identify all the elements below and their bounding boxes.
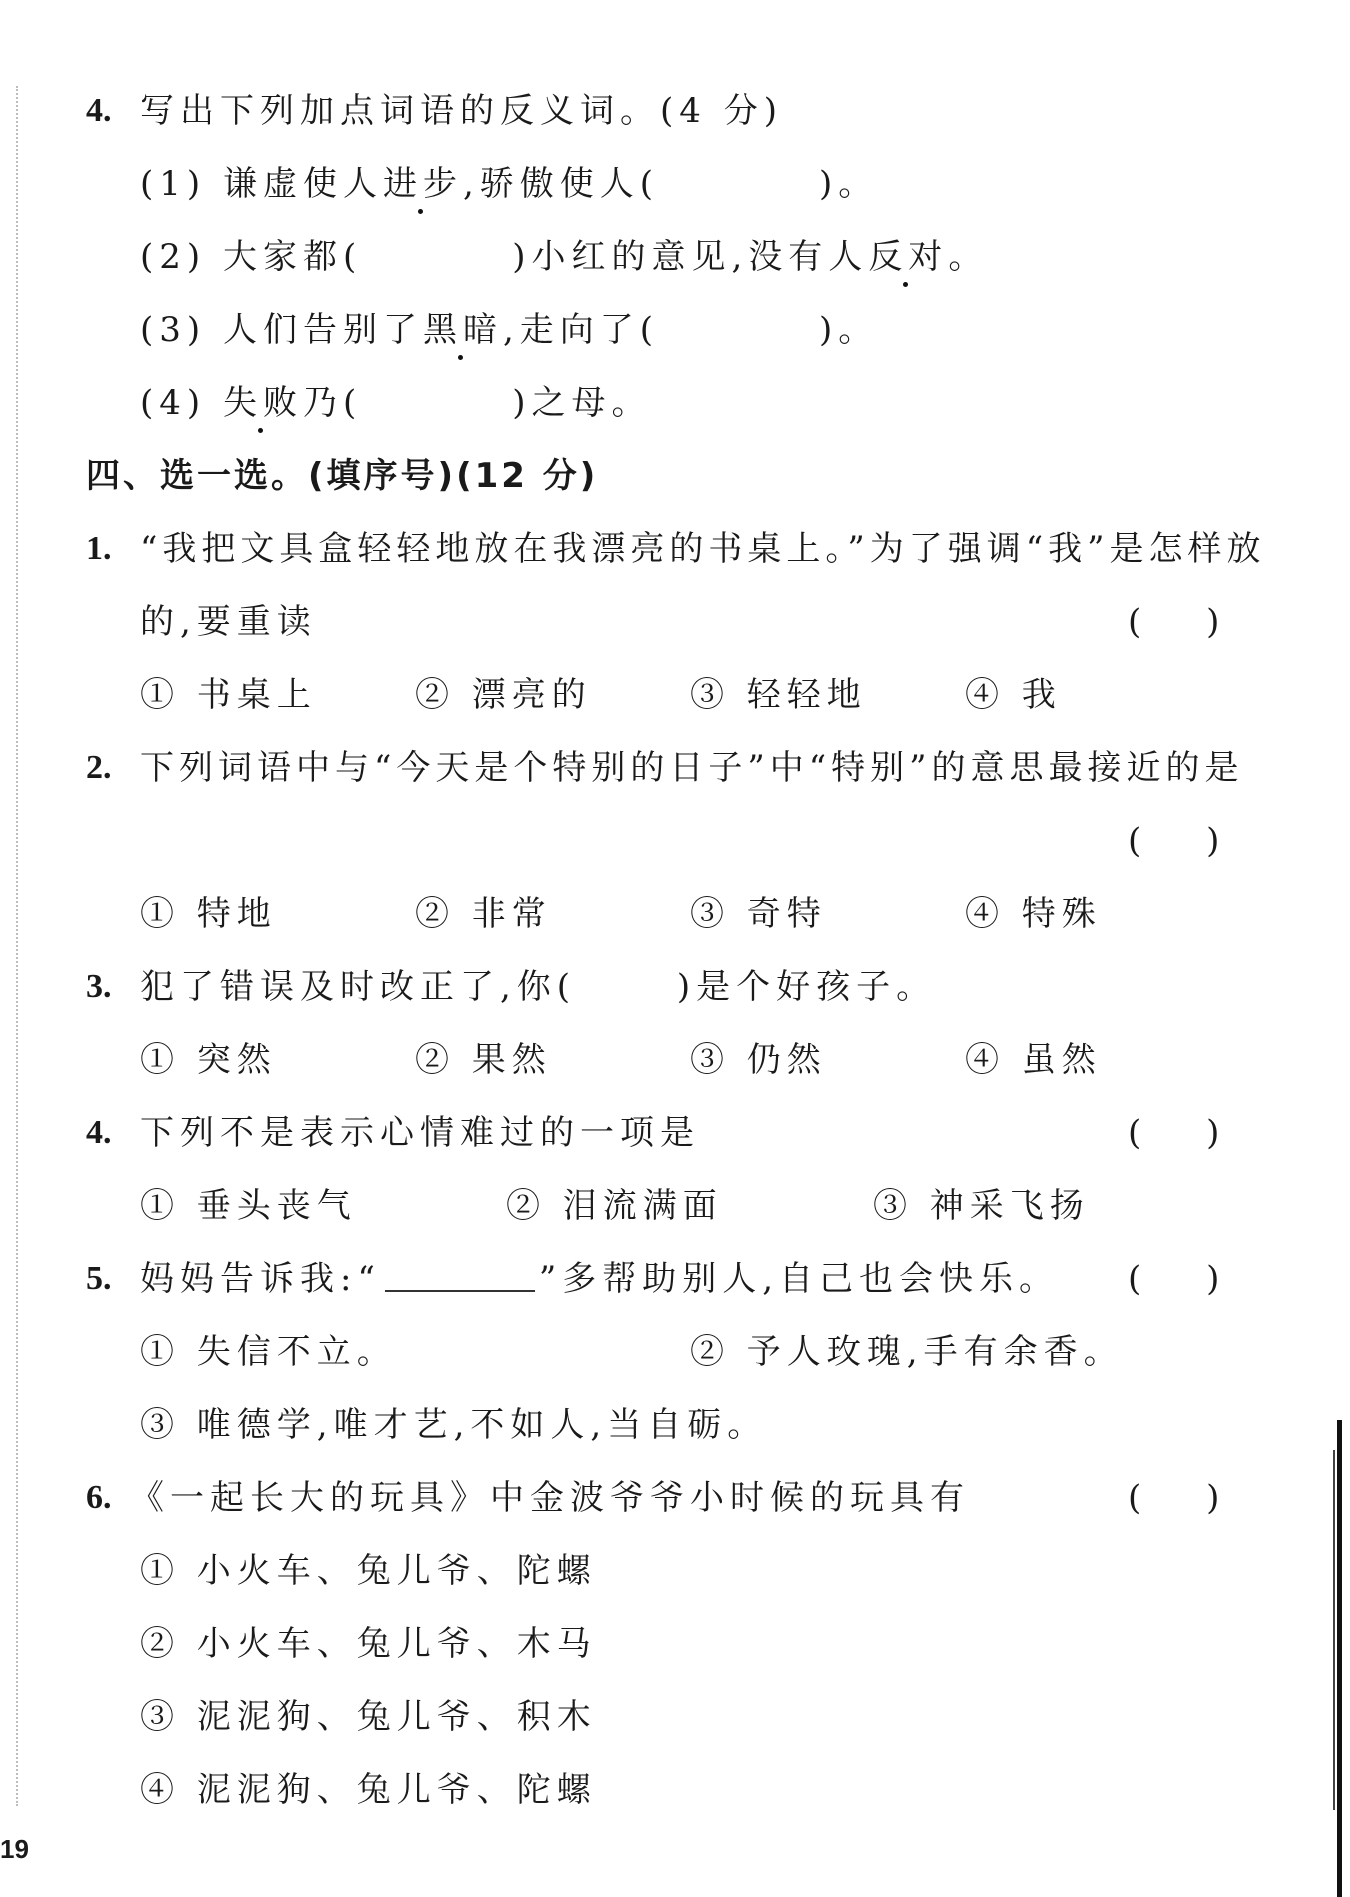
- option[interactable]: ① 书桌上: [140, 675, 317, 715]
- option[interactable]: ① 小火车、兔儿爷、陀螺: [140, 1551, 597, 1591]
- question-number: 6.: [86, 1479, 112, 1516]
- item-text: 。: [948, 237, 989, 277]
- item-text: 乃(: [302, 383, 363, 423]
- page-edge-shadow-thin: [1333, 1450, 1335, 1810]
- section-title: 四、选一选。(填序号)(12 分): [86, 456, 599, 496]
- option[interactable]: ③ 唯德学,唯才艺,不如人,当自砺。: [140, 1405, 768, 1445]
- option[interactable]: ② 小火车、兔儿爷、木马: [140, 1624, 597, 1664]
- option[interactable]: ④ 特殊: [965, 894, 1102, 934]
- item-text: (1) 谦虚使人: [140, 164, 383, 204]
- question-number: 4.: [86, 92, 112, 129]
- item-text: ,走向了(: [502, 310, 660, 350]
- page-edge-shadow: [1337, 1420, 1342, 1897]
- answer-parentheses[interactable]: ( ): [1128, 821, 1220, 861]
- question-number: 1.: [86, 530, 112, 567]
- item-text: ,骄傲使人(: [462, 164, 660, 204]
- question-number: 3.: [86, 968, 112, 1005]
- question-text: 下列不是表示心情难过的一项是: [140, 1113, 700, 1153]
- option[interactable]: ④ 虽然: [965, 1040, 1102, 1080]
- item-text: (4): [140, 383, 223, 423]
- option[interactable]: ② 予人玫瑰,手有余香。: [690, 1332, 1124, 1372]
- fill-blank-line[interactable]: [385, 1260, 535, 1292]
- item-text: (2) 大家都(: [140, 237, 363, 277]
- question-number: 4.: [86, 1114, 112, 1151]
- item-text: (3) 人们告别了: [140, 310, 423, 350]
- question-text: 犯了错误及时改正了,你( )是个好孩子。: [140, 967, 937, 1007]
- dotted-word: 失败: [223, 375, 303, 431]
- answer-parentheses[interactable]: ( ): [1128, 1259, 1220, 1299]
- option[interactable]: ② 漂亮的: [415, 675, 592, 715]
- question-number: 5.: [86, 1260, 112, 1297]
- dotted-word: 黑暗: [423, 302, 503, 358]
- option[interactable]: ② 非常: [415, 894, 552, 934]
- option[interactable]: ② 泪流满面: [506, 1186, 723, 1226]
- page-number: 19: [0, 1834, 29, 1864]
- option[interactable]: ① 垂头丧气: [140, 1186, 357, 1226]
- question-text: ”多帮助别人,自己也会快乐。: [538, 1259, 1060, 1299]
- question-text: 写出下列加点词语的反义词。(4 分): [140, 91, 783, 131]
- option[interactable]: ③ 仍然: [690, 1040, 827, 1080]
- option[interactable]: ② 果然: [415, 1040, 552, 1080]
- question-text: 的,要重读: [140, 602, 317, 642]
- question-text: 《一起长大的玩具》中金波爷爷小时候的玩具有: [130, 1478, 970, 1518]
- item-text: )小红的意见,没有人: [512, 237, 869, 277]
- option[interactable]: ④ 泥泥狗、兔儿爷、陀螺: [140, 1770, 597, 1810]
- option[interactable]: ① 失信不立。: [140, 1332, 397, 1372]
- answer-parentheses[interactable]: ( ): [1128, 1478, 1220, 1518]
- binding-margin-line: [16, 86, 18, 1806]
- option[interactable]: ③ 神采飞扬: [873, 1186, 1090, 1226]
- option[interactable]: ① 特地: [140, 894, 277, 934]
- item-text: )。: [819, 164, 879, 204]
- question-text: 下列词语中与“今天是个特别的日子”中“特别”的意思最接近的是: [140, 748, 1244, 788]
- item-text: )。: [819, 310, 879, 350]
- item-text: )之母。: [512, 383, 652, 423]
- option[interactable]: ④ 我: [965, 675, 1062, 715]
- question-text: “我把文具盒轻轻地放在我漂亮的书桌上。”为了强调“我”是怎样放: [140, 529, 1266, 569]
- dotted-word: 进步: [383, 156, 463, 212]
- option[interactable]: ① 突然: [140, 1040, 277, 1080]
- option[interactable]: ③ 泥泥狗、兔儿爷、积木: [140, 1697, 597, 1737]
- question-text: 妈妈告诉我:“: [140, 1259, 381, 1299]
- option[interactable]: ③ 轻轻地: [690, 675, 867, 715]
- dotted-word: 反对: [868, 229, 948, 285]
- option[interactable]: ③ 奇特: [690, 894, 827, 934]
- question-number: 2.: [86, 749, 112, 786]
- answer-parentheses[interactable]: ( ): [1128, 1113, 1220, 1153]
- answer-parentheses[interactable]: ( ): [1128, 602, 1220, 642]
